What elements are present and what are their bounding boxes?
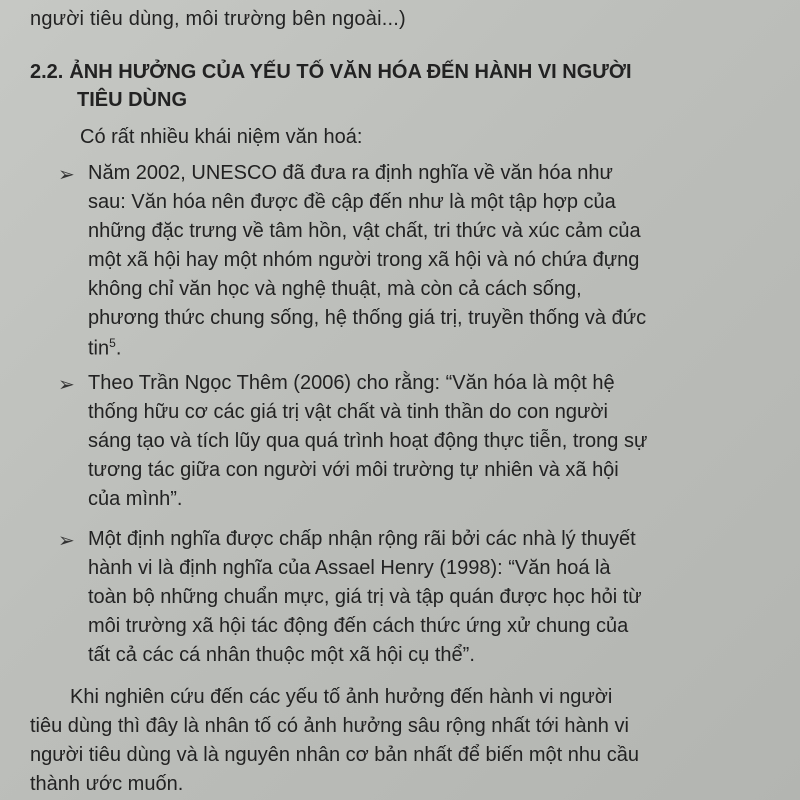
bullet-line: sau: Văn hóa nên được đề cập đến như là một tập hợp của bbox=[88, 191, 616, 213]
paragraph-line: thành ước muốn. bbox=[30, 773, 184, 795]
paragraph-line: tiêu dùng thì đây là nhân tố có ảnh hưởng sâu rộng nhất tới hành vi bbox=[30, 715, 629, 737]
paragraph-line: Khi nghiên cứu đến các yếu tố ảnh hưởng đến hành vi người bbox=[70, 686, 613, 708]
bullet-last-line bbox=[88, 336, 121, 361]
bullet-line: của mình”. bbox=[88, 488, 183, 510]
intro-sentence: Có rất nhiều khái niệm văn hoá: bbox=[80, 126, 363, 148]
bullet-line: không chỉ văn học và nghệ thuật, mà còn cả cách sống, bbox=[88, 278, 582, 300]
bullet-line: một xã hội hay một nhóm người trong xã hội và nó chứa đựng bbox=[88, 249, 640, 271]
bullet-line: môi trường xã hội tác động đến cách thức ứng xử chung của bbox=[88, 615, 629, 637]
bullet-line: toàn bộ những chuẩn mực, giá trị và tập quán được học hỏi từ bbox=[88, 586, 642, 608]
bullet-line: Một định nghĩa được chấp nhận rộng rãi bởi các nhà lý thuyết bbox=[88, 528, 636, 550]
bullet-line: những đặc trưng về tâm hồn, vật chất, tri thức và xúc cảm của bbox=[88, 220, 641, 242]
arrow-bullet-icon: ➢ bbox=[58, 164, 75, 186]
bullet-line: sáng tạo và tích lũy qua quá trình hoạt động thực tiễn, trong sự bbox=[88, 430, 648, 452]
bullet-line: hành vi là định nghĩa của Assael Henry (1998): “Văn hoá là bbox=[88, 557, 611, 579]
arrow-bullet-icon: ➢ bbox=[58, 374, 75, 396]
bullet-line: tương tác giữa con người với môi trường tự nhiên và xã hội bbox=[88, 459, 619, 481]
bullet-line: thống hữu cơ các giá trị vật chất và tinh thần do con người bbox=[88, 401, 608, 423]
footnote-marker: 5 bbox=[109, 336, 116, 350]
bullet-line: Theo Trần Ngọc Thêm (2006) cho rằng: “Văn hóa là một hệ bbox=[88, 372, 615, 394]
bullet-line: phương thức chung sống, hệ thống giá trị, truyền thống và đức bbox=[88, 307, 647, 329]
section-number: 2.2. bbox=[30, 61, 64, 83]
bullet-line: tin bbox=[88, 337, 110, 360]
previous-paragraph-end: người tiêu dùng, môi trường bên ngoài...) bbox=[30, 8, 406, 30]
paragraph-line: người tiêu dùng và là nguyên nhân cơ bản nhất để biến một nhu cầu bbox=[30, 744, 639, 766]
section-heading bbox=[30, 58, 770, 114]
bullet-line: tất cả các cá nhân thuộc một xã hội cụ thể”. bbox=[88, 644, 475, 666]
sentence-end: . bbox=[115, 337, 122, 360]
section-title-line2: TIÊU DÙNG bbox=[77, 89, 187, 111]
section-title-line1: ẢNH HƯỞNG CỦA YẾU TỐ VĂN HÓA ĐẾN HÀNH VI NGƯỜI bbox=[69, 61, 632, 83]
arrow-bullet-icon: ➢ bbox=[58, 530, 75, 552]
bullet-line: Năm 2002, UNESCO đã đưa ra định nghĩa về văn hóa như bbox=[88, 162, 613, 184]
